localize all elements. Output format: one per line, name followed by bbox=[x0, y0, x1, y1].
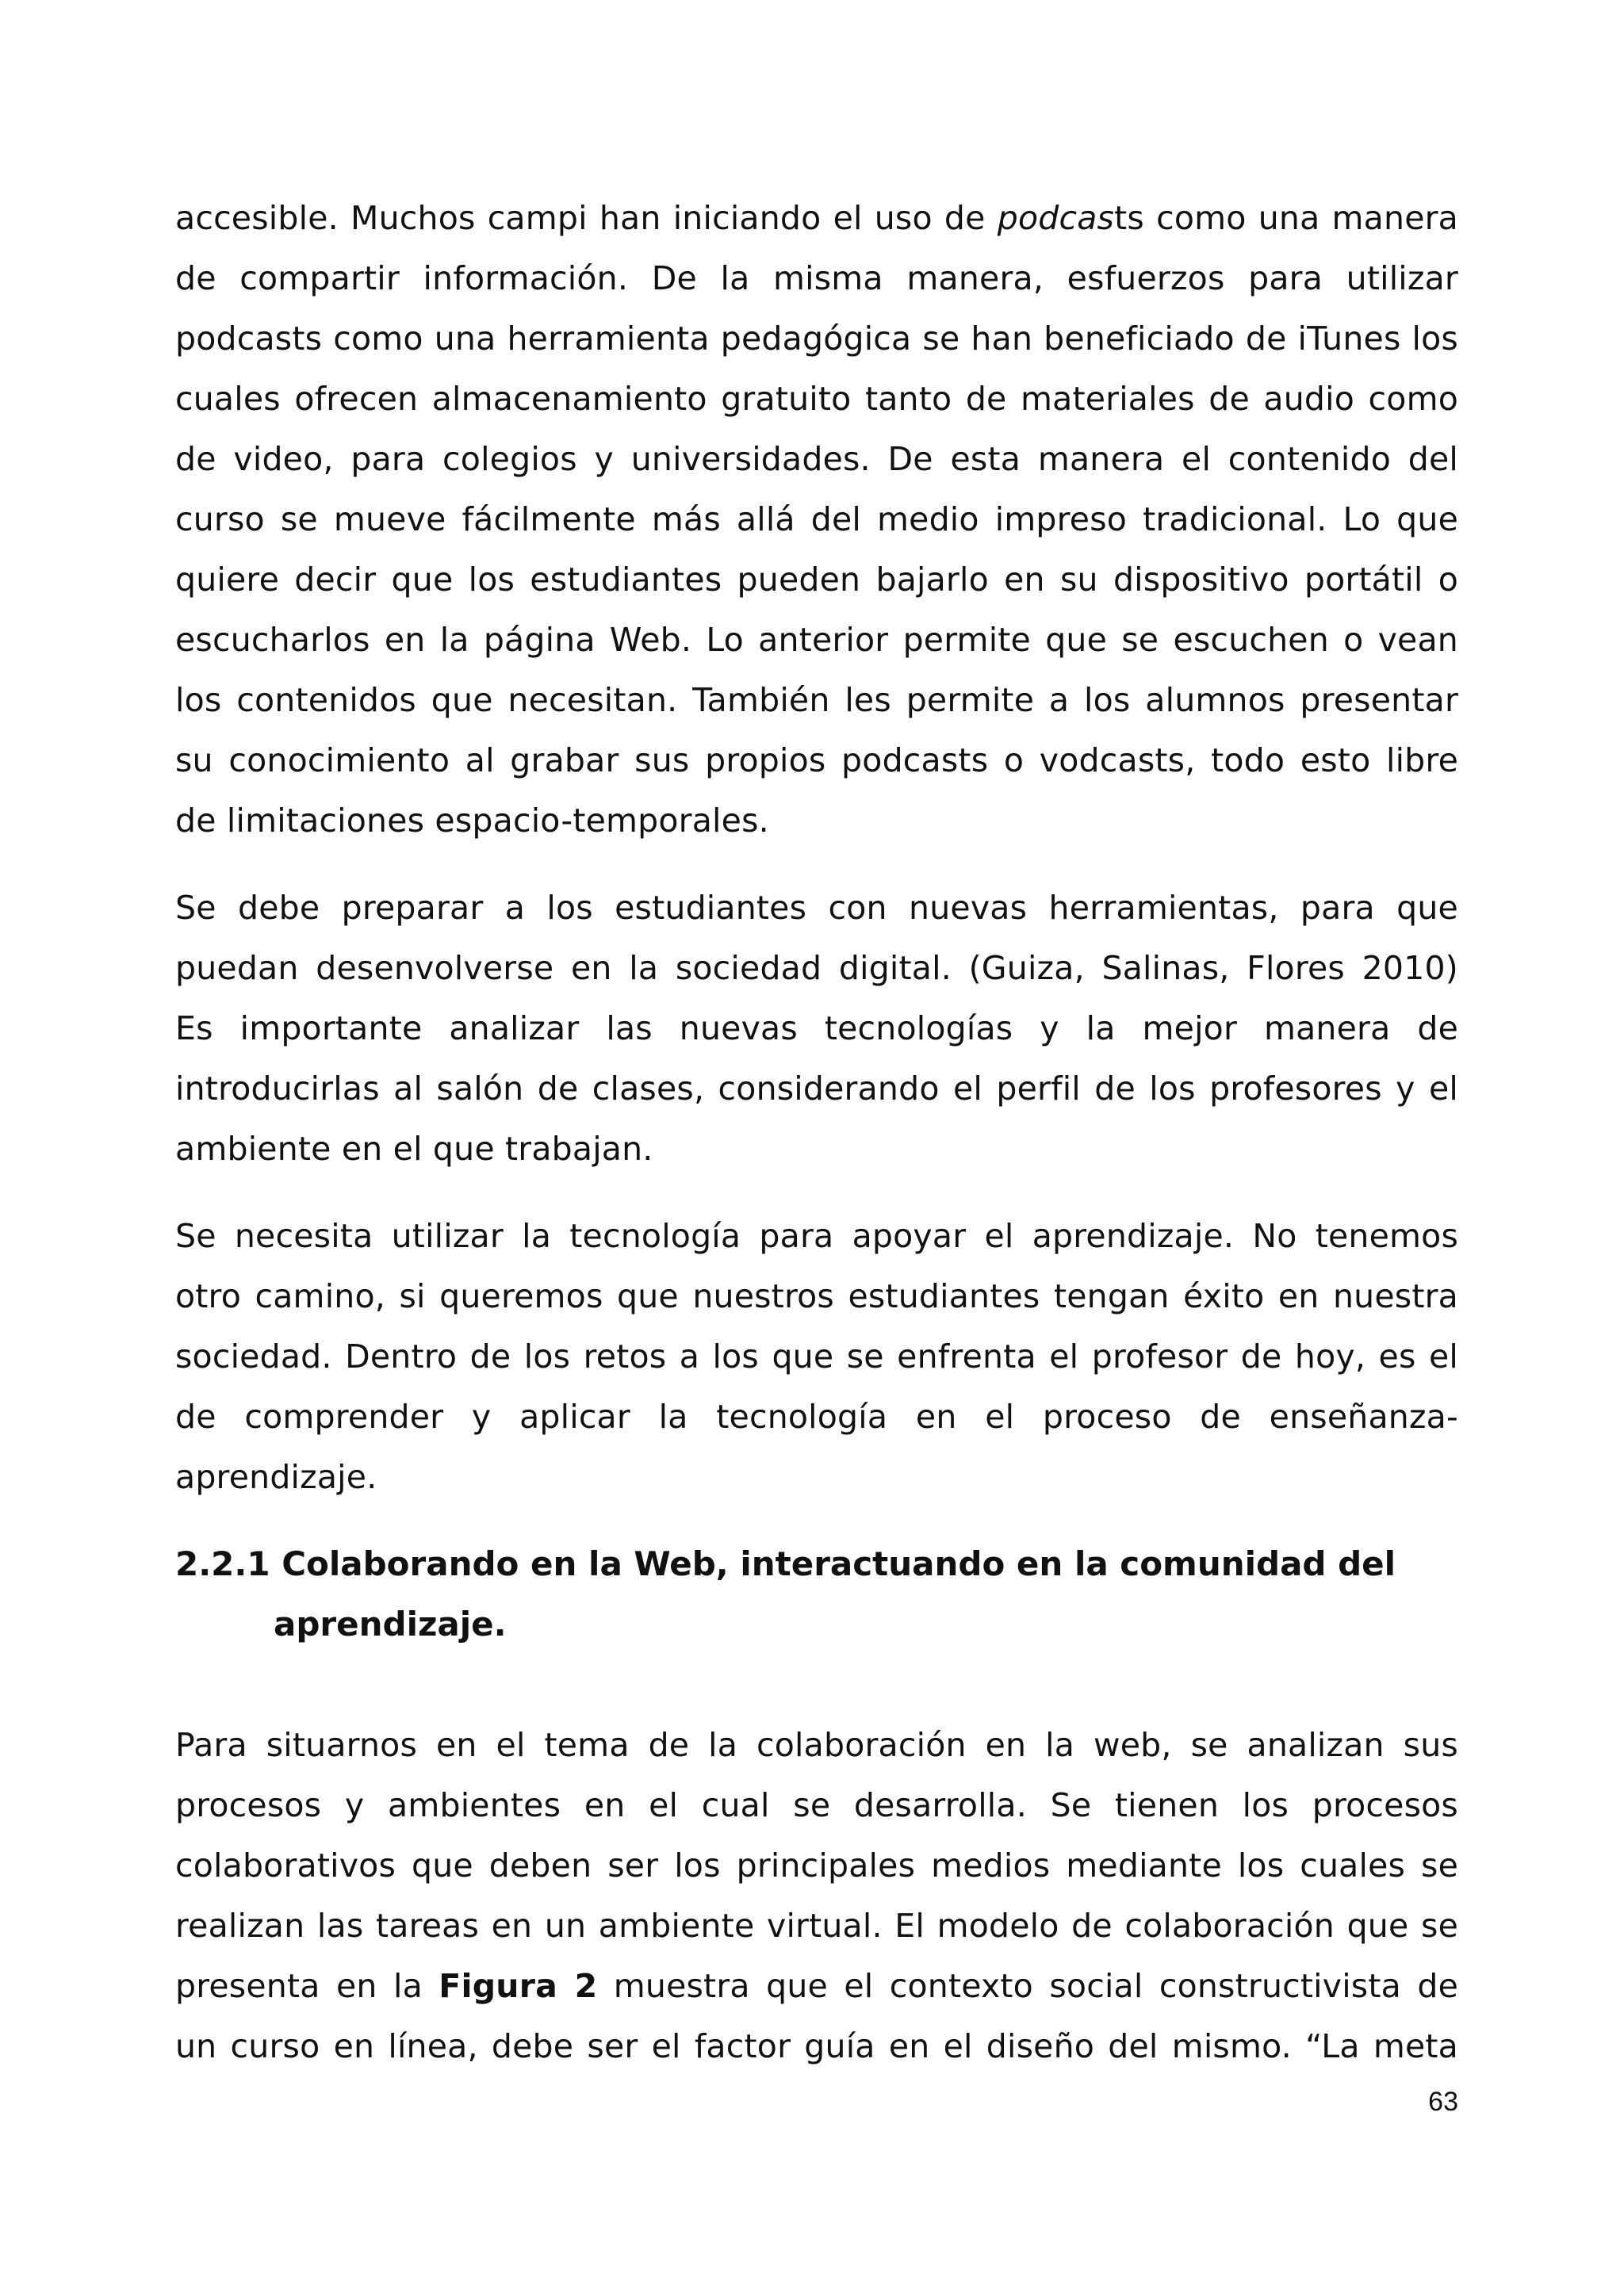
paragraph-podcasts bbox=[175, 188, 1458, 851]
text-line: Se necesita utilizar la tecnología para apoyar el aprendizaje. No tenemos bbox=[175, 1217, 1458, 1255]
text-line: de limitaciones espacio-temporales. bbox=[175, 802, 769, 840]
section-heading bbox=[175, 1534, 1458, 1655]
podcasts-italic: podcas bbox=[997, 199, 1115, 237]
text-line: de video, para colegios y universidades. De esta manera el contenido del bbox=[175, 440, 1458, 478]
text-line: ambiente en el que trabajan. bbox=[175, 1130, 653, 1168]
text-line: procesos y ambientes en el cual se desarrolla. Se tienen los procesos bbox=[175, 1786, 1458, 1824]
text-line: presenta en la Figura 2 muestra que el contexto social constructivista de bbox=[175, 1967, 1459, 2005]
text-line: de compartir información. De la misma manera, esfuerzos para utilizar bbox=[175, 259, 1458, 297]
text-line: Se debe preparar a los estudiantes con nuevas herramientas, para que bbox=[175, 889, 1458, 927]
text-line: los contenidos que necesitan. También les permite a los alumnos presentar bbox=[175, 681, 1458, 719]
heading-line-1: 2.2.1 Colaborando en la Web, interactuando en la comunidad del bbox=[175, 1544, 1396, 1583]
text-line: accesible. Muchos campi han iniciando el uso de podcasts como una manera bbox=[175, 199, 1458, 237]
text-line: Es importante analizar las nuevas tecnologías y la mejor manera de bbox=[175, 1009, 1458, 1047]
text-line: introducirlas al salón de clases, considerando el perfil de los profesores y el bbox=[175, 1070, 1458, 1108]
document-page bbox=[175, 188, 1458, 2076]
text-line: su conocimiento al grabar sus propios podcasts o vodcasts, todo esto libre bbox=[175, 741, 1458, 779]
text-line: otro camino, si queremos que nuestros estudiantes tengan éxito en nuestra bbox=[175, 1277, 1458, 1315]
paragraph-digital-society bbox=[175, 878, 1458, 1179]
text-line: curso se mueve fácilmente más allá del medio impreso tradicional. Lo que bbox=[175, 500, 1458, 538]
text-line: colaborativos que deben ser los principales medios mediante los cuales se bbox=[175, 1846, 1458, 1885]
text-line: de comprender y aplicar la tecnología en el proceso de enseñanza- bbox=[175, 1398, 1458, 1436]
text-line: escucharlos en la página Web. Lo anterior permite que se escuchen o vean bbox=[175, 621, 1458, 659]
figure-reference: Figura 2 bbox=[439, 1967, 598, 2005]
text-line: un curso en línea, debe ser el factor guía en el diseño del mismo. “La meta bbox=[175, 2027, 1458, 2065]
text-line: aprendizaje. bbox=[175, 1458, 377, 1496]
text-line: quiere decir que los estudiantes pueden bajarlo en su dispositivo portátil o bbox=[175, 561, 1458, 599]
text-line: podcasts como una herramienta pedagógica se han beneficiado de iTunes los bbox=[175, 320, 1458, 358]
text-line: sociedad. Dentro de los retos a los que se enfrenta el profesor de hoy, es el bbox=[175, 1337, 1458, 1376]
page-number: 63 bbox=[1428, 2087, 1458, 2117]
text-line: Para situarnos en el tema de la colaboración en la web, se analizan sus bbox=[175, 1726, 1458, 1764]
paragraph-technology-learning bbox=[175, 1206, 1458, 1507]
paragraph-collaboration bbox=[175, 1715, 1458, 2076]
text-line: puedan desenvolverse en la sociedad digital. (Guiza, Salinas, Flores 2010) bbox=[175, 949, 1458, 987]
heading-line-2: aprendizaje. bbox=[274, 1605, 507, 1644]
text-line: cuales ofrecen almacenamiento gratuito tanto de materiales de audio como bbox=[175, 380, 1458, 418]
text-line: realizan las tareas en un ambiente virtual. El modelo de colaboración que se bbox=[175, 1907, 1458, 1945]
